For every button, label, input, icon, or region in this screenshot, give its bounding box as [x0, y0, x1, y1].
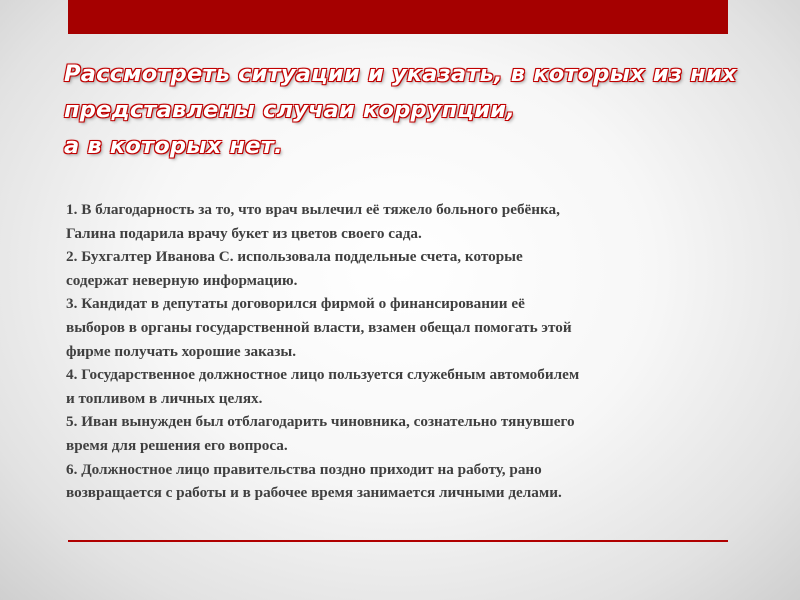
situation-line: Галина подарила врачу букет из цветов своего сада. [66, 224, 422, 242]
title-line-1: Рассмотреть ситуации и указать, в которых из них [64, 61, 737, 87]
situation-line: 4. Государственное должностное лицо пользуется служебным автомобилем [66, 366, 580, 384]
situation-line: содержат неверную информацию. [66, 271, 298, 289]
top-accent-bar [68, 0, 728, 34]
situation-line: фирме получать хорошие заказы. [66, 342, 296, 360]
title-line-3: а в которых нет. [64, 133, 283, 159]
situation-line: выборов в органы государственной власти, взамен обещал помогать этой [66, 318, 572, 336]
situation-line: 3. Кандидат в депутаты договорился фирмой о финансировании её [66, 295, 525, 313]
situation-line: 1. В благодарность за то, что врач вылечил её тяжело больного ребёнка, [66, 201, 560, 218]
slide-title [64, 56, 764, 164]
situation-line: и топливом в личных целях. [66, 389, 263, 407]
situation-line: 5. Иван вынужден был отблагодарить чиновника, сознательно тянувшего [66, 413, 575, 431]
situation-line: возвращается с работы и в рабочее время занимается личными делами. [66, 484, 562, 502]
situations-list [66, 198, 756, 505]
situation-line: 6. Должностное лицо правительства поздно приходит на работу, рано [66, 460, 542, 478]
situation-line: время для решения его вопроса. [66, 436, 288, 454]
title-line-2: представлены случаи коррупции, [64, 97, 515, 123]
situation-line: 2. Бухгалтер Иванова С. использовала поддельные счета, которые [66, 248, 523, 266]
bottom-divider [68, 540, 728, 542]
